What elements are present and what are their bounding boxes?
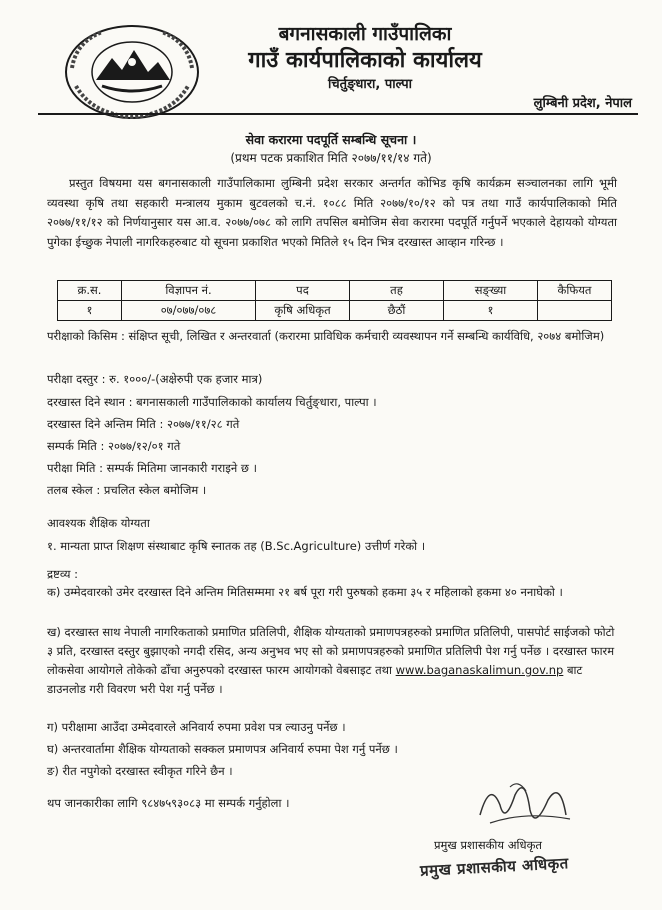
last-date: दरखास्त दिने अन्तिम मिति : २०७७/११/२८ गते <box>47 417 240 431</box>
exam-type: परीक्षाको किसिम : संक्षिप्त सूची, लिखित र अन्तरवार्ता (करारमा प्राविधिक कर्मचारी व्यवस्थापन गर्ने सम्बन्धि कार्यविधि, २०७४ बमोजिम) <box>47 329 605 343</box>
contact-date: सम्पर्क मिति : २०७७/१२/०१ गते <box>47 439 181 453</box>
signature-icon <box>470 775 580 840</box>
note-gha: घ) अन्तरवार्तामा शैक्षिक योग्यताको सक्कल प्रमाणपत्र अनिवार्य रुपमा पेश गर्नु पर्नेछ । <box>47 742 398 756</box>
table-header-cell: सङ्ख्या <box>444 281 538 301</box>
qualification-heading: आवश्यक शैक्षिक योग्यता <box>47 516 150 530</box>
table-cell: १ <box>444 301 538 321</box>
contact-line: थप जानकारीका लागि ९८४७५९३०८३ मा सम्पर्क गर्नुहोला । <box>47 796 290 810</box>
qualification-item: १. मान्यता प्राप्त शिक्षण संस्थाबाट कृषि स्नातक तह (B.Sc.Agriculture) उत्तीर्ण गरेको । <box>47 539 426 553</box>
note-kha: ख) दरखास्त साथ नेपाली नागरिकताको प्रमाणित प्रतिलिपी, शैक्षिक योग्यताको प्रमाणपत्रहरुको प्रमाणित प्रतिलिपी, पासपोर्ट साईजको फोटो ३ प्रति, दरखास्त दस्तुर बुझाएको नगदी रसिद, अन्य अनुभव भए सो को प्रमाणपत्रहरुको प्रमाणित प्रतिलिपी पेश गर्नु पर्नेछ । दरखास्त फारम लोकसेवा आयोगले तोकेको ढाँचा अनुरुपको दरखास्त फारम आयोगको वेबसाइट तथा www.baganaskalimun.gov.np बाट डाउनलोड गरी विवरण भरी पेश गर्नु पर्नेछ । <box>47 625 615 696</box>
office-name: गाउँ कार्यपालिकाको कार्यालय <box>248 48 482 73</box>
note-nga: ङ) रीत नपुगेको दरखास्त स्वीकृत गरिने छैन । <box>47 764 233 778</box>
table-cell: ०७/०७७/०७८ <box>122 301 256 321</box>
table-header-row <box>58 281 612 301</box>
province-label: लुम्बिनी प्रदेश, नेपाल <box>533 96 632 111</box>
note-ka: क) उम्मेदवारको उमेर दरखास्त दिने अन्तिम मितिसम्ममा २१ बर्ष पूरा गरी पुरुषको हकमा ३५ र महिलाको हकमा ४० ननाघेको । <box>47 585 563 599</box>
header-divider <box>38 113 638 115</box>
website-link[interactable]: www.baganaskalimun.gov.np <box>395 663 564 677</box>
signatory-stamp: प्रमुख प्रशासकीय अधिकृत <box>419 854 570 880</box>
notice-title: सेवा करारमा पदपूर्ति सम्बन्धि सूचना । <box>245 132 417 147</box>
notice-subtitle: (प्रथम पटक प्रकाशित मिति २०७७/११/१४ गते) <box>230 151 432 165</box>
notice-paragraph: प्रस्तुत विषयमा यस बगनासकाली गाउँपालिकामा लुम्बिनी प्रदेश सरकार अन्तर्गत कोभिड कृषि कार्यक्रम सञ्चालनका लागि भूमी व्यवस्था कृषि तथा सहकारी मन्त्रालय मुकाम बुटवलको च.नं. १०८८ मिति २०७७/१०/१२ को पत्र तथा गाउँ कार्यपालिकाको मिति २०७७/११/१२ को निर्णयानुसार यस आ.व. २०७७/०७८ को लागि तपसिल बमोजिम सेवा करारमा पदपूर्ति गर्नुपर्ने भएकाले देहायको योग्यता पुगेका ईच्छुक नेपाली नागरिकहरुबाट यो सूचना प्रकाशित भएको मितिले १५ दिन भित्र दरखास्त आव्हान गरिन्छ । <box>47 176 617 249</box>
table-header-cell: तह <box>350 281 444 301</box>
exam-date: परीक्षा मिति : सम्पर्क मितिमा जानकारी गराइने छ । <box>47 461 257 475</box>
signatory-title: प्रमुख प्रशासकीय अधिकृत <box>434 838 542 852</box>
exam-fee: परीक्षा दस्तुर : रु. १०००/-(अक्षेरुपी एक हजार मात्र) <box>47 372 263 386</box>
salary-scale: तलब स्केल : प्रचलित स्केल बमोजिम । <box>47 483 207 497</box>
table-header-cell: विज्ञापन नं. <box>122 281 256 301</box>
note-ga: ग) परीक्षामा आउँदा उम्मेदवारले अनिवार्य रुपमा प्रवेश पत्र ल्याउनु पर्नेछ । <box>47 720 346 734</box>
table-header-cell: पद <box>256 281 350 301</box>
table-cell <box>538 301 612 321</box>
municipality-name: बगनासकाली गाउँपालिका <box>278 23 452 45</box>
office-address: चिर्तुङ्धारा, पाल्पा <box>328 77 412 92</box>
table-header-cell: क्र.स. <box>58 281 122 301</box>
table-row <box>58 301 612 321</box>
table-cell: १ <box>58 301 122 321</box>
notes-heading: द्रष्टव्य : <box>47 567 78 581</box>
municipality-logo-icon <box>62 22 202 122</box>
table-cell: कृषि अधिकृत <box>256 301 350 321</box>
table-cell: छैठौं <box>350 301 444 321</box>
table-header-cell: कैफियत <box>538 281 612 301</box>
vacancy-table <box>57 280 612 321</box>
submission-place: दरखास्त दिने स्थान : बगनासकाली गाउँपालिकाको कार्यालय चिर्तुङ्धारा, पाल्पा । <box>47 395 377 409</box>
